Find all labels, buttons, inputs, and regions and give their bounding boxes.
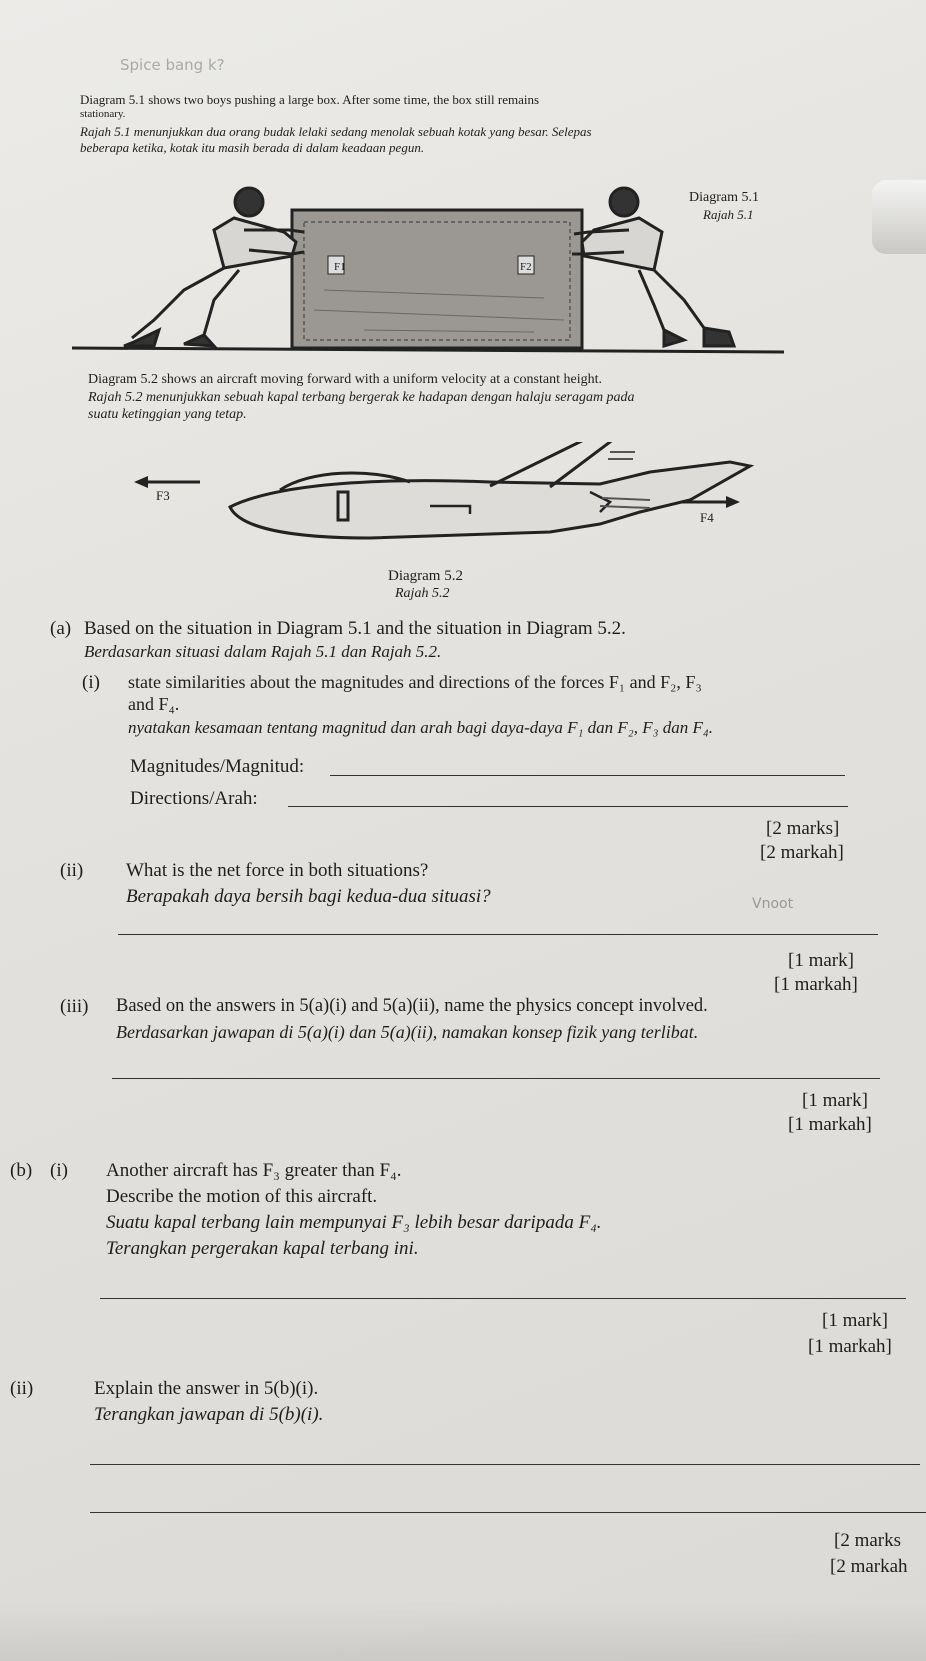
marks-label-malay: [2 markah (830, 1556, 908, 1577)
force-f4-label: F4 (700, 510, 714, 525)
diagram-5-1-title: Diagram 5.1 (689, 190, 759, 205)
force-f3-label: F3 (156, 488, 170, 503)
explain-answer-line-2[interactable] (90, 1512, 926, 1513)
part-b-label: (b) (10, 1160, 33, 1181)
part-a-ii-malay: Berapakah daya bersih bagi kedua-dua situasi? (126, 886, 491, 907)
part-a-iii-malay: Berdasarkan jawapan di 5(a)(i) dan 5(a)(ii), namakan konsep fizik yang terlibat. (116, 1022, 699, 1042)
marks-label: [1 mark] (802, 1090, 868, 1111)
net-force-answer-line[interactable] (118, 934, 878, 935)
pen-object (872, 180, 926, 254)
part-a-ii-label: (ii) (60, 860, 84, 881)
explain-answer-line-1[interactable] (90, 1464, 920, 1465)
intro-malay-line: Rajah 5.1 menunjukkan dua orang budak lelaki sedang menolak sebuah kotak yang besar. Selepas (80, 124, 592, 139)
intro-line: Diagram 5.1 shows two boys pushing a large box. After some time, the box still remains (80, 92, 540, 107)
part-a-i-question: and F₄. (128, 694, 180, 714)
part-b-ii-question: Explain the answer in 5(b)(i). (94, 1378, 319, 1399)
page-shadow (0, 1600, 926, 1661)
marks-label: [1 mark] (822, 1310, 888, 1331)
intro2-malay-line: suatu ketinggian yang tetap. (88, 407, 247, 422)
handwritten-scribble: Spice bang k? (120, 56, 225, 74)
diagram-5-2 (130, 442, 790, 572)
part-a-stem: Based on the situation in Diagram 5.1 and the situation in Diagram 5.2. (84, 618, 626, 639)
direction-answer-line[interactable] (288, 806, 848, 807)
part-a-ii-question: What is the net force in both situations? (126, 860, 429, 881)
intro-line: stationary. (80, 108, 126, 120)
part-a-stem-malay: Berdasarkan situasi dalam Rajah 5.1 dan Rajah 5.2. (84, 642, 442, 661)
force-f2-label: F2 (520, 261, 532, 273)
part-b-i-malay: Terangkan pergerakan kapal terbang ini. (106, 1238, 419, 1259)
part-a-iii-label: (iii) (60, 996, 89, 1017)
part-b-ii-malay: Terangkan jawapan di 5(b)(i). (94, 1404, 324, 1425)
part-b-i-question: Describe the motion of this aircraft. (106, 1186, 378, 1207)
marks-label-malay: [1 markah] (788, 1114, 872, 1135)
motion-answer-line[interactable] (100, 1298, 906, 1299)
diagram-5-1-title-malay: Rajah 5.1 (703, 207, 754, 222)
intro2-malay-line: Rajah 5.2 menunjukkan sebuah kapal terbang bergerak ke hadapan dengan halaju seragam pada (88, 390, 635, 405)
marks-label-malay: [2 markah] (760, 842, 844, 863)
concept-answer-line[interactable] (112, 1078, 880, 1079)
intro2-line: Diagram 5.2 shows an aircraft moving forward with a uniform velocity at a constant height. (88, 372, 602, 387)
marks-label-malay: [1 markah] (808, 1336, 892, 1357)
direction-label: Directions/Arah: (130, 788, 258, 809)
diagram-5-2-title-malay: Rajah 5.2 (395, 586, 450, 601)
magnitude-label: Magnitudes/Magnitud: (130, 756, 305, 777)
part-a-label: (a) (50, 618, 72, 639)
marks-label: [1 mark] (788, 950, 854, 971)
part-b-i-label: (i) (50, 1160, 68, 1181)
part-b-i-malay: Suatu kapal terbang lain mempunyai F₃ lebih besar daripada F₄. (106, 1212, 602, 1233)
diagram-5-2-title: Diagram 5.2 (388, 568, 463, 584)
faint-handwriting: Vnoot (752, 896, 794, 912)
part-a-iii-question: Based on the answers in 5(a)(i) and 5(a)(ii), name the physics concept involved. (116, 996, 708, 1016)
force-f1-label: F1 (334, 261, 346, 273)
part-b-ii-label: (ii) (10, 1378, 34, 1399)
marks-label: [2 marks (834, 1530, 902, 1551)
part-a-i-malay: nyatakan kesamaan tentang magnitud dan arah bagi daya-daya F₁ dan F₂, F₃ dan F₄. (128, 718, 714, 737)
marks-label: [2 marks] (766, 818, 840, 839)
marks-label-malay: [1 markah] (774, 974, 858, 995)
part-a-i-label: (i) (82, 672, 100, 693)
intro-malay-line: beberapa ketika, kotak itu masih berada di dalam keadaan pegun. (80, 140, 425, 155)
part-a-i-question: state similarities about the magnitudes and directions of the forces F₁ and F₂, F₃ (128, 672, 702, 692)
part-b-i-question: Another aircraft has F₃ greater than F₄. (106, 1160, 402, 1181)
magnitude-answer-line[interactable] (330, 775, 845, 776)
